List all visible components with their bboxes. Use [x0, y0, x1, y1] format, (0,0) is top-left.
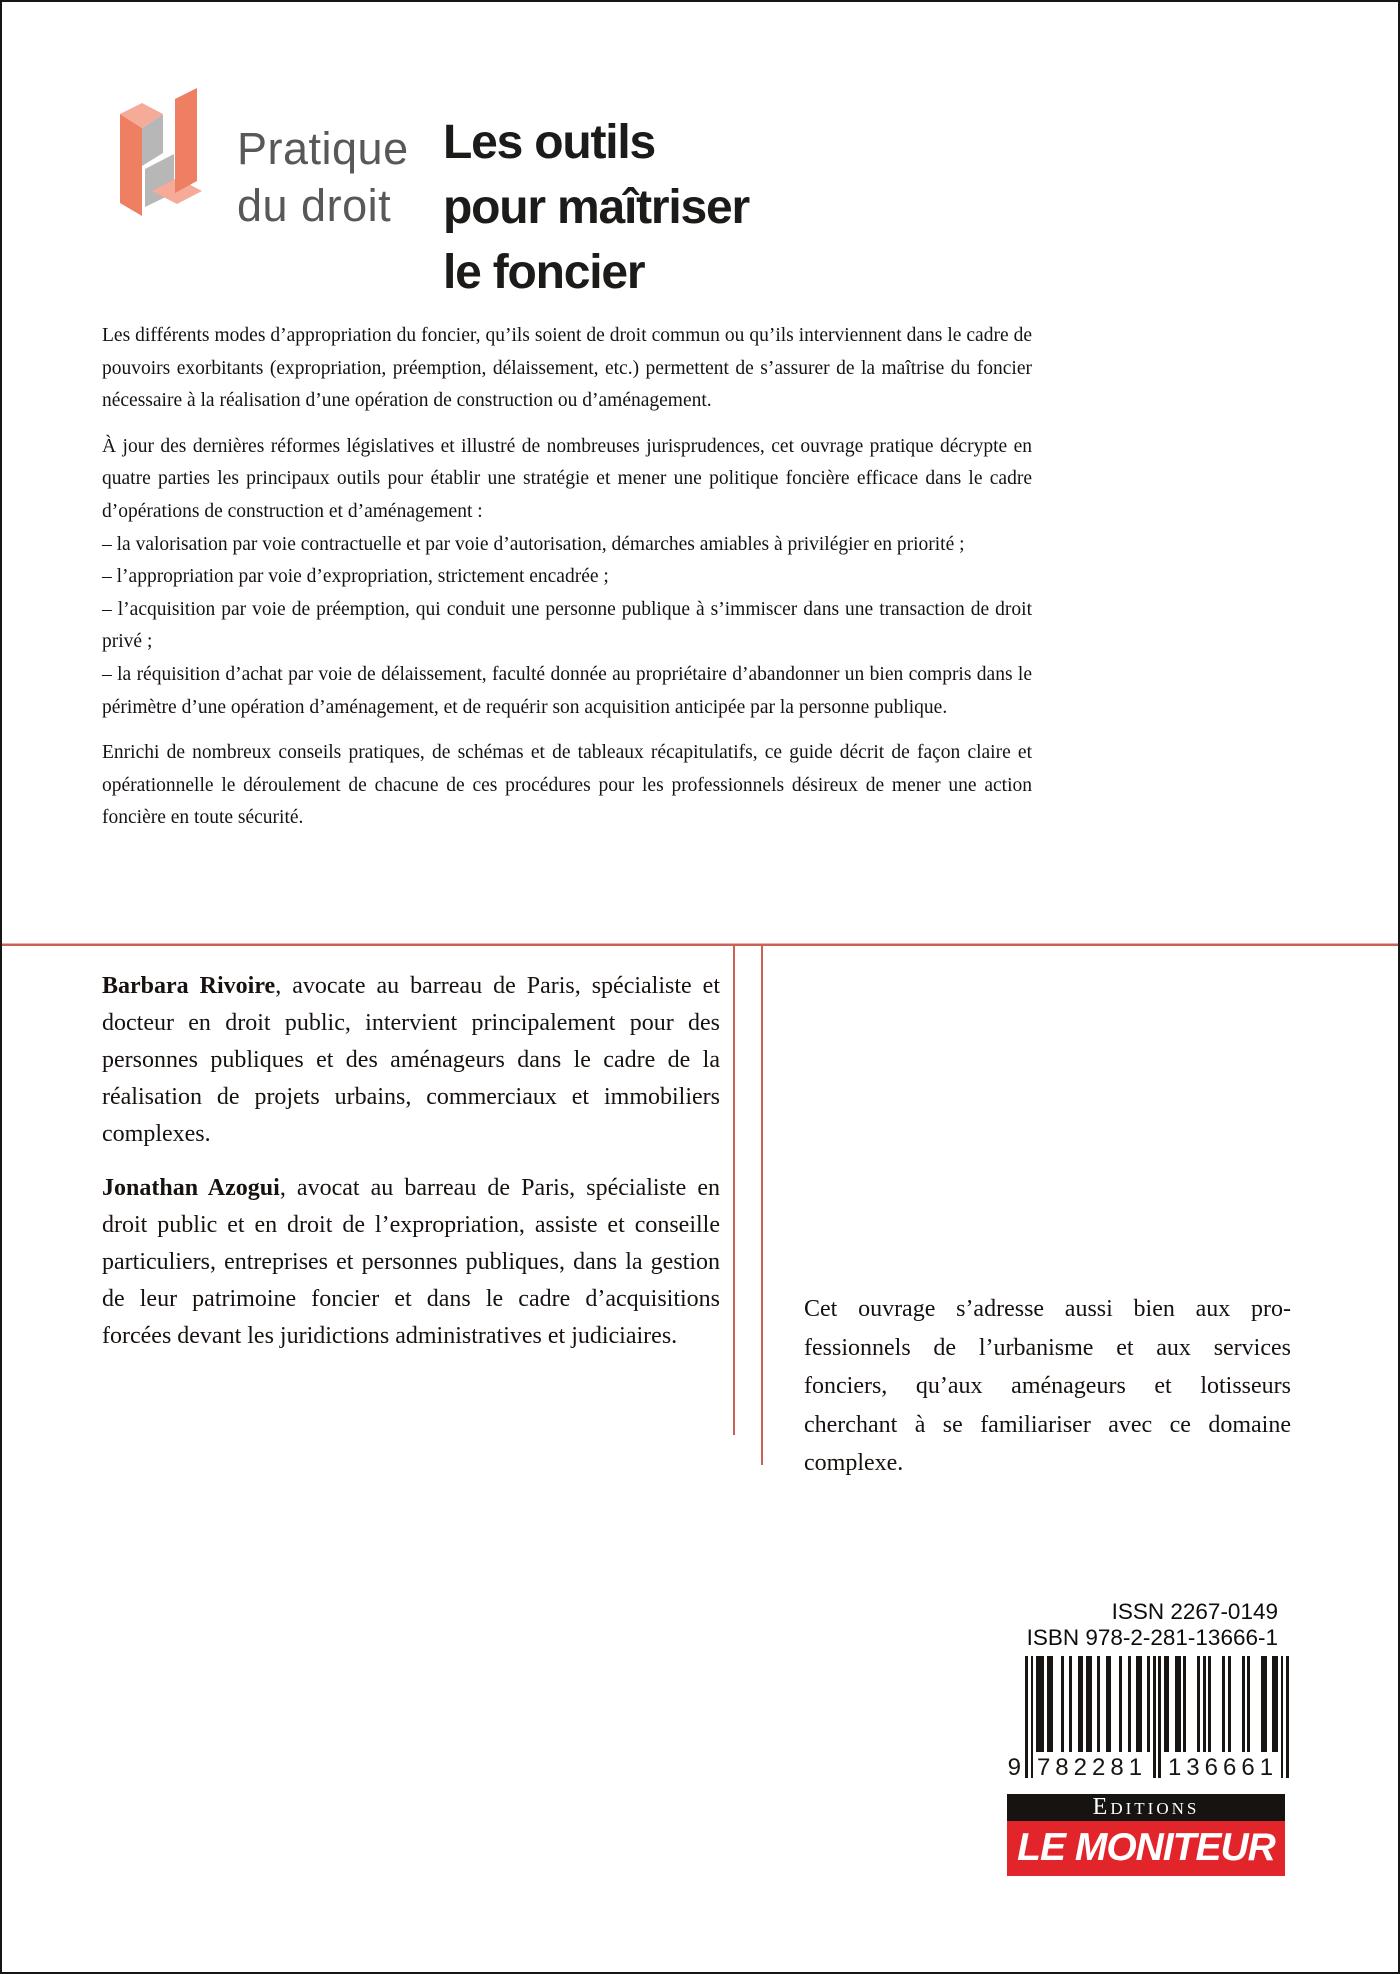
book-title-line2: pour maîtriser — [443, 181, 749, 234]
collection-name — [237, 120, 409, 234]
barcode-bar — [1208, 1656, 1211, 1752]
synopsis-paragraph-1: Les différents modes d’appropriation du foncier, qu’ils soient de droit commun ou qu’ils interviennent dans le cadre de pouvoirs exorbitants (expropriation, préemption, délaissement, etc.) permettent de s’assurer de la maîtrise du foncier nécessaire à la réalisation d’une opération de construction ou d’aménagement. — [102, 325, 1032, 412]
barcode-bar — [1247, 1656, 1250, 1752]
barcode-bar — [1175, 1656, 1181, 1752]
barcode-bar — [1197, 1656, 1200, 1752]
barcode-bar — [1242, 1656, 1245, 1752]
barcode-bar — [1222, 1656, 1225, 1752]
barcode-bar — [1183, 1656, 1186, 1752]
barcode-digit-group1: 782281 — [1036, 1754, 1148, 1781]
barcode-bar — [1097, 1656, 1100, 1752]
ean-barcode-digits — [1007, 1754, 1289, 1781]
barcode-bar — [1136, 1656, 1142, 1752]
book-title-line1: Les outils — [443, 116, 656, 169]
barcode-bar — [1069, 1656, 1072, 1752]
barcode-bar — [1228, 1656, 1231, 1752]
author-1-name: Barbara Rivoire — [102, 973, 276, 999]
synopsis-bullet-2: – l’appropriation par voie d’expropriation, strictement encadrée ; — [102, 566, 609, 588]
author-2-name: Jonathan Azogui — [102, 1175, 280, 1201]
book-title-line3: le foncier — [443, 246, 645, 299]
issn-number: ISSN 2267-0149 — [1111, 1599, 1278, 1624]
barcode-bar — [1203, 1656, 1206, 1752]
author-bios — [102, 968, 720, 1355]
barcode-bar — [1272, 1656, 1278, 1752]
barcode-digit-group2: 136661 — [1167, 1754, 1279, 1781]
barcode-bar — [1078, 1656, 1084, 1752]
isbn-number: ISBN 978-2-281-13666-1 — [1026, 1624, 1278, 1650]
barcode-bar — [1086, 1656, 1092, 1752]
synopsis-bullet-3: – l’acquisition par voie de préemption, qui conduit une personne publique à s’immiscer dans une transaction de droit privé ; — [102, 598, 1032, 653]
publisher-logo — [1007, 1794, 1285, 1876]
collection-name-line1: Pratique — [237, 123, 409, 174]
vertical-divider-line-2 — [761, 946, 763, 1465]
barcode-bar — [1036, 1656, 1044, 1752]
author-2-text: , avocat au barreau de Paris, spécialiste en droit public et en droit de l’expropriation, assiste et conseille particuliers, entreprises et personnes publiques, dans la gestion de leur patrimoine foncier et dans le cadre d’acquisitions forcées devant les juridictions administratives et judiciaires. — [102, 1175, 720, 1349]
barcode-bar — [1047, 1656, 1053, 1752]
publisher-editions-label: Editions — [1007, 1794, 1285, 1821]
synopsis-paragraph-3: Enrichi de nombreux conseils pratiques, de schémas et de tableaux récapitulatifs, ce guide décrit de façon claire et opérationnelle le déroulement de chacune de ces procédures pour les professionnels désireux de mener une action foncière en toute sécurité. — [102, 742, 1032, 829]
barcode-bar — [1119, 1656, 1122, 1752]
author-bio-2 — [102, 1170, 720, 1355]
synopsis-paragraph-2-intro: À jour des dernières réformes législatives et illustré de nombreuses jurisprudences, cet ouvrage pratique décrypte en quatre parties les principaux outils pour établir une stratégie et mener une politique foncière efficace dans le cadre d’opérations de construction et d’aménagement : — [102, 435, 1032, 522]
barcode-bar — [1147, 1656, 1150, 1752]
ean-barcode — [1007, 1656, 1289, 1781]
identifiers-block — [1027, 1599, 1278, 1650]
barcode-bar — [1106, 1656, 1112, 1752]
barcode-bar — [1061, 1656, 1064, 1752]
barcode-bar — [1164, 1656, 1170, 1752]
vertical-divider-line-1 — [733, 946, 735, 1435]
audience-note — [804, 1290, 1291, 1483]
synopsis-bullet-1: – la valorisation par voie contractuelle et par voie d’autorisation, démarches amiables à privilégier en priorité ; — [102, 533, 965, 555]
publisher-name: LE MONITEUR — [1007, 1821, 1285, 1876]
audience-text: Cet ouvrage s’adresse aussi bien aux professionnels de l’urbanisme et aux services fonciers, qu’aux aménageurs et lotisseurs cherchant à se familiariser avec ce domaine complexe. — [804, 1296, 1291, 1476]
horizontal-divider-rule — [2, 943, 1400, 946]
synopsis — [102, 320, 1032, 835]
author-bio-1 — [102, 968, 720, 1153]
collection-name-line2: du droit — [237, 180, 392, 231]
author-1-text: , avocate au barreau de Paris, spécialiste et docteur en droit public, intervient principalement pour des personnes publiques et des aménageurs dans le cadre de la réalisation de projets urbains, commerciaux et immobiliers complexes. — [102, 973, 720, 1147]
barcode-bar — [1128, 1656, 1131, 1752]
book-title — [443, 110, 749, 305]
synopsis-bullet-4: – la réquisition d’achat par voie de délaissement, faculté donnée au propriétaire d’abandonner un bien compris dans le périmètre d’une opération d’aménagement, et de requérir son acquisition anticipée par la personne publique. — [102, 663, 1032, 718]
barcode-bar — [1261, 1656, 1267, 1752]
pratique-du-droit-logo-icon — [118, 88, 208, 218]
barcode-digit-first: 9 — [1007, 1754, 1021, 1781]
